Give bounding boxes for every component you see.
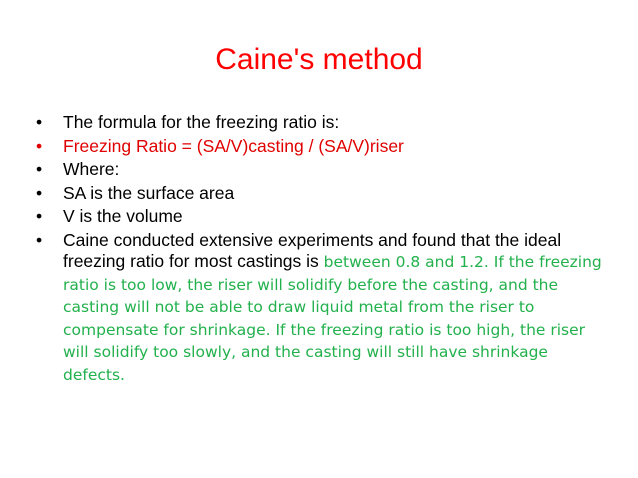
bullet-formula [36,136,606,158]
bullet-icon: • [36,206,43,226]
bullet-text: The formula for the freezing ratio is: [63,112,340,132]
bullet-icon: • [36,112,43,132]
bullet-list [36,112,606,388]
highlight-text: between 0.8 and 1.2. If the freezing ratio is too low, the riser will solidify before the casting, and the casting will not be able to draw liquid metal from the riser to compensate for shrinkage. If the freezing ratio is too high, the riser will solidify too slowly, and the casting will still have shrinkage defects. [63,253,602,384]
bullet-icon: • [36,182,43,203]
bullet-text: V is the volume [63,206,183,226]
bullet-formula-intro [36,112,606,134]
bullet-icon: • [36,229,43,250]
slide-title: Caine's method [215,43,423,76]
bullet-caine-experiments [36,230,606,387]
bullet-text: SA is the surface area [63,182,235,203]
bullet-text: Caine conducted extensive experiments and found that the ideal freezing ratio for most castings is [63,229,562,271]
bullet-v-definition [36,206,606,228]
formula-text: Freezing Ratio = (SA/V)casting / (SA/V)riser [63,135,404,156]
bullet-icon: • [36,135,43,156]
bullet-text: Where: [63,159,120,179]
bullet-where [36,159,606,181]
bullet-sa-definition [36,183,606,205]
bullet-icon: • [36,159,43,179]
